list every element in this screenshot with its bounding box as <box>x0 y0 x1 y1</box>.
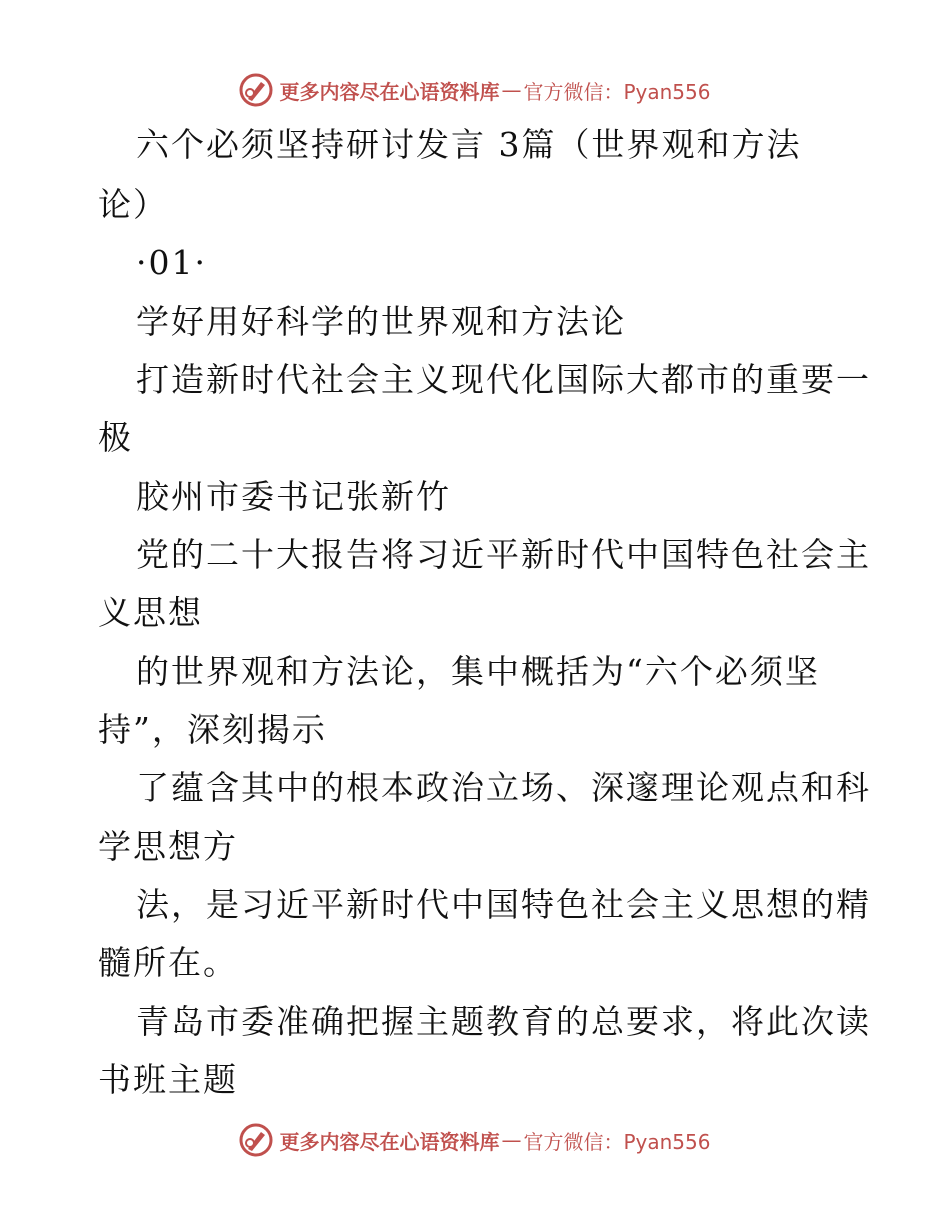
paragraph-line: 的世界观和方法论，集中概括为“六个必须坚 <box>136 652 820 691</box>
footer-watermark <box>0 1120 950 1160</box>
watermark-contact-text: 官方微信：Pyan556 <box>523 79 711 104</box>
watermark-site-text: 更多内容尽在心语资料库 <box>279 79 500 104</box>
paragraph-line: 法，是习近平新时代中国特色社会主义思想的精 <box>136 885 871 924</box>
quill-pen-logo-icon <box>239 1123 273 1157</box>
paragraph-line: 打造新时代社会主义现代化国际大都市的重要一 <box>136 360 871 399</box>
paragraph-line: 持”，深刻揭示 <box>98 710 327 749</box>
quill-pen-logo-icon <box>239 73 273 107</box>
paragraph-line: 髓所在。 <box>98 943 238 982</box>
paragraph-line: 青岛市委准确把握主题教育的总要求，将此次读 <box>136 1002 871 1041</box>
section-heading: 学好用好科学的世界观和方法论 <box>136 302 626 341</box>
watermark-dash: — <box>501 78 522 102</box>
header-watermark <box>0 70 950 110</box>
watermark-dash: — <box>501 1128 522 1152</box>
paragraph-line: 党的二十大报告将习近平新时代中国特色社会主 <box>136 535 871 574</box>
author-line: 胶州市委书记张新竹 <box>136 477 451 516</box>
section-number: ·01· <box>136 243 207 282</box>
paragraph-line: 书班主题 <box>98 1060 238 1099</box>
document-title-line-1: 六个必须坚持研讨发言 3篇（世界观和方法 <box>136 125 802 164</box>
paragraph-line: 极 <box>98 418 133 457</box>
paragraph-line: 学思想方 <box>98 827 238 866</box>
watermark-contact-text: 官方微信：Pyan556 <box>523 1129 711 1154</box>
document-title-line-2: 论） <box>98 185 168 224</box>
paragraph-line: 义思想 <box>98 593 203 632</box>
paragraph-line: 了蕴含其中的根本政治立场、深邃理论观点和科 <box>136 768 871 807</box>
watermark-site-text: 更多内容尽在心语资料库 <box>279 1129 500 1154</box>
